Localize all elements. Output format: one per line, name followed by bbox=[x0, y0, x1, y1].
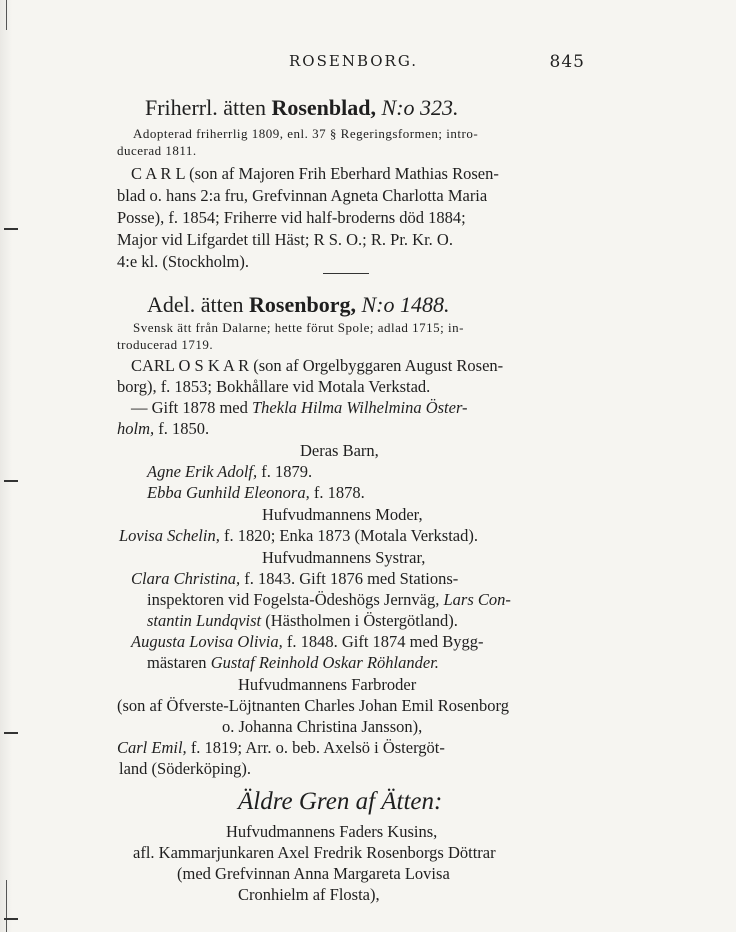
margin-tick bbox=[4, 480, 18, 482]
section-divider bbox=[323, 273, 369, 274]
uncle-entry: land (Söderköping). bbox=[119, 759, 251, 778]
margin-tick bbox=[4, 732, 18, 734]
uncle-entry bbox=[117, 738, 445, 758]
rosenborg-intro-2: troducerad 1719. bbox=[117, 337, 214, 352]
name-span: Gustaf Reinhold Oskar Röhlander. bbox=[210, 653, 439, 672]
text-span: inspektoren vid Fogelsta-Ödeshögs Jernväg, bbox=[147, 590, 440, 609]
rosenborg-intro-1: Svensk ätt från Dalarne; hette förut Spole; adlad 1715; in- bbox=[133, 320, 464, 335]
rosenblad-heading bbox=[145, 95, 459, 121]
mother-heading: Hufvudmannens Moder, bbox=[262, 505, 423, 524]
rosenblad-intro-1: Adopterad friherrlig 1809, enl. 37 § Regeringsformen; intro- bbox=[133, 126, 479, 141]
rosenblad-line: blad o. hans 2:a fru, Grefvinnan Agneta Charlotta Maria bbox=[117, 186, 488, 205]
text-span: (Hästholmen i Östergötland). bbox=[261, 611, 458, 630]
margin-tick bbox=[4, 918, 18, 920]
running-title: ROSENBORG. bbox=[289, 52, 419, 70]
heading-number: N:o 323. bbox=[381, 95, 459, 120]
heading-number: N:o 1488. bbox=[361, 292, 450, 317]
uncle-heading: Hufvudmannens Farbroder bbox=[238, 675, 417, 694]
heading-prefix: Adel. ätten bbox=[147, 292, 244, 317]
text-line: borg), f. 1853; Bokhållare vid Motala Verkstad. bbox=[117, 377, 431, 396]
heading-prefix: Friherrl. ätten bbox=[145, 95, 266, 120]
older-branch-heading: Äldre Gren af Ätten: bbox=[238, 788, 443, 815]
text-line: CARL O S K A R (son af Orgelbyggaren August Rosen- bbox=[131, 356, 504, 375]
older-branch-line: afl. Kammarjunkaren Axel Fredrik Rosenborgs Döttrar bbox=[133, 843, 496, 862]
margin-mark bbox=[6, 880, 7, 932]
rosenblad-line: 4:e kl. (Stockholm). bbox=[117, 252, 249, 271]
name-span: Agne Erik Adolf, bbox=[147, 462, 258, 481]
margin-tick bbox=[4, 228, 18, 230]
page-number: 845 bbox=[549, 52, 585, 72]
rosenblad-intro-2: ducerad 1811. bbox=[117, 143, 197, 158]
name-span: stantin Lundqvist bbox=[147, 611, 262, 630]
name-span: Thekla Hilma Wilhelmina Öster- bbox=[252, 398, 468, 417]
older-branch-line: (med Grefvinnan Anna Margareta Lovisa bbox=[177, 864, 450, 883]
heading-name: Rosenblad, bbox=[271, 95, 377, 120]
name-span: Augusta Lovisa Olivia, bbox=[131, 632, 283, 651]
text-span: f. 1848. Gift 1874 med Bygg- bbox=[282, 632, 484, 651]
text-span: f. 1819; Arr. o. beb. Axelsö i Östergöt- bbox=[186, 738, 445, 757]
text-span: f. 1843. Gift 1876 med Stations- bbox=[240, 569, 459, 588]
older-branch-line: Hufvudmannens Faders Kusins, bbox=[226, 822, 438, 841]
sisters-heading: Hufvudmannens Systrar, bbox=[262, 548, 426, 567]
page-edge-shadow bbox=[0, 0, 12, 932]
margin-mark bbox=[6, 0, 7, 30]
name-span: Ebba Gunhild Eleonora, bbox=[147, 483, 310, 502]
children-heading: Deras Barn, bbox=[300, 441, 379, 460]
rosenborg-heading bbox=[147, 292, 449, 318]
text-line bbox=[117, 419, 209, 439]
child-entry bbox=[147, 462, 312, 482]
sister-entry bbox=[131, 569, 458, 589]
text-span: — Gift 1878 med bbox=[131, 398, 252, 417]
sister-entry bbox=[131, 632, 483, 652]
rosenblad-line: Posse), f. 1854; Friherre vid half-broderns död 1884; bbox=[117, 208, 466, 227]
name-span: Lovisa Schelin, bbox=[119, 526, 220, 545]
sister-entry bbox=[147, 653, 439, 673]
uncle-entry: (son af Öfverste-Löjtnanten Charles Johan Emil Rosenborg bbox=[117, 696, 509, 715]
child-entry bbox=[147, 483, 365, 503]
text-span: f. 1878. bbox=[309, 483, 365, 502]
uncle-entry: o. Johanna Christina Jansson), bbox=[222, 717, 423, 736]
name-span: Clara Christina, bbox=[131, 569, 241, 588]
mother-entry bbox=[119, 526, 478, 546]
running-header bbox=[115, 52, 585, 76]
name-span: Carl Emil, bbox=[117, 738, 187, 757]
text-line bbox=[131, 398, 468, 418]
sister-entry bbox=[147, 611, 458, 631]
heading-name: Rosenborg, bbox=[249, 292, 356, 317]
rosenblad-line: Major vid Lifgardet till Häst; R S. O.; R. Pr. Kr. O. bbox=[117, 230, 453, 249]
text-span: f. 1820; Enka 1873 (Motala Verkstad). bbox=[219, 526, 478, 545]
text-span: f. 1850. bbox=[154, 419, 210, 438]
name-span: holm, bbox=[117, 419, 155, 438]
name-span: Lars Con- bbox=[439, 590, 511, 609]
sister-entry bbox=[147, 590, 511, 610]
older-branch-line: Cronhielm af Flosta), bbox=[238, 885, 380, 904]
text-span: mästaren bbox=[147, 653, 211, 672]
text-span: f. 1879. bbox=[257, 462, 313, 481]
rosenblad-line: C A R L (son af Majoren Frih Eberhard Mathias Rosen- bbox=[131, 164, 499, 183]
